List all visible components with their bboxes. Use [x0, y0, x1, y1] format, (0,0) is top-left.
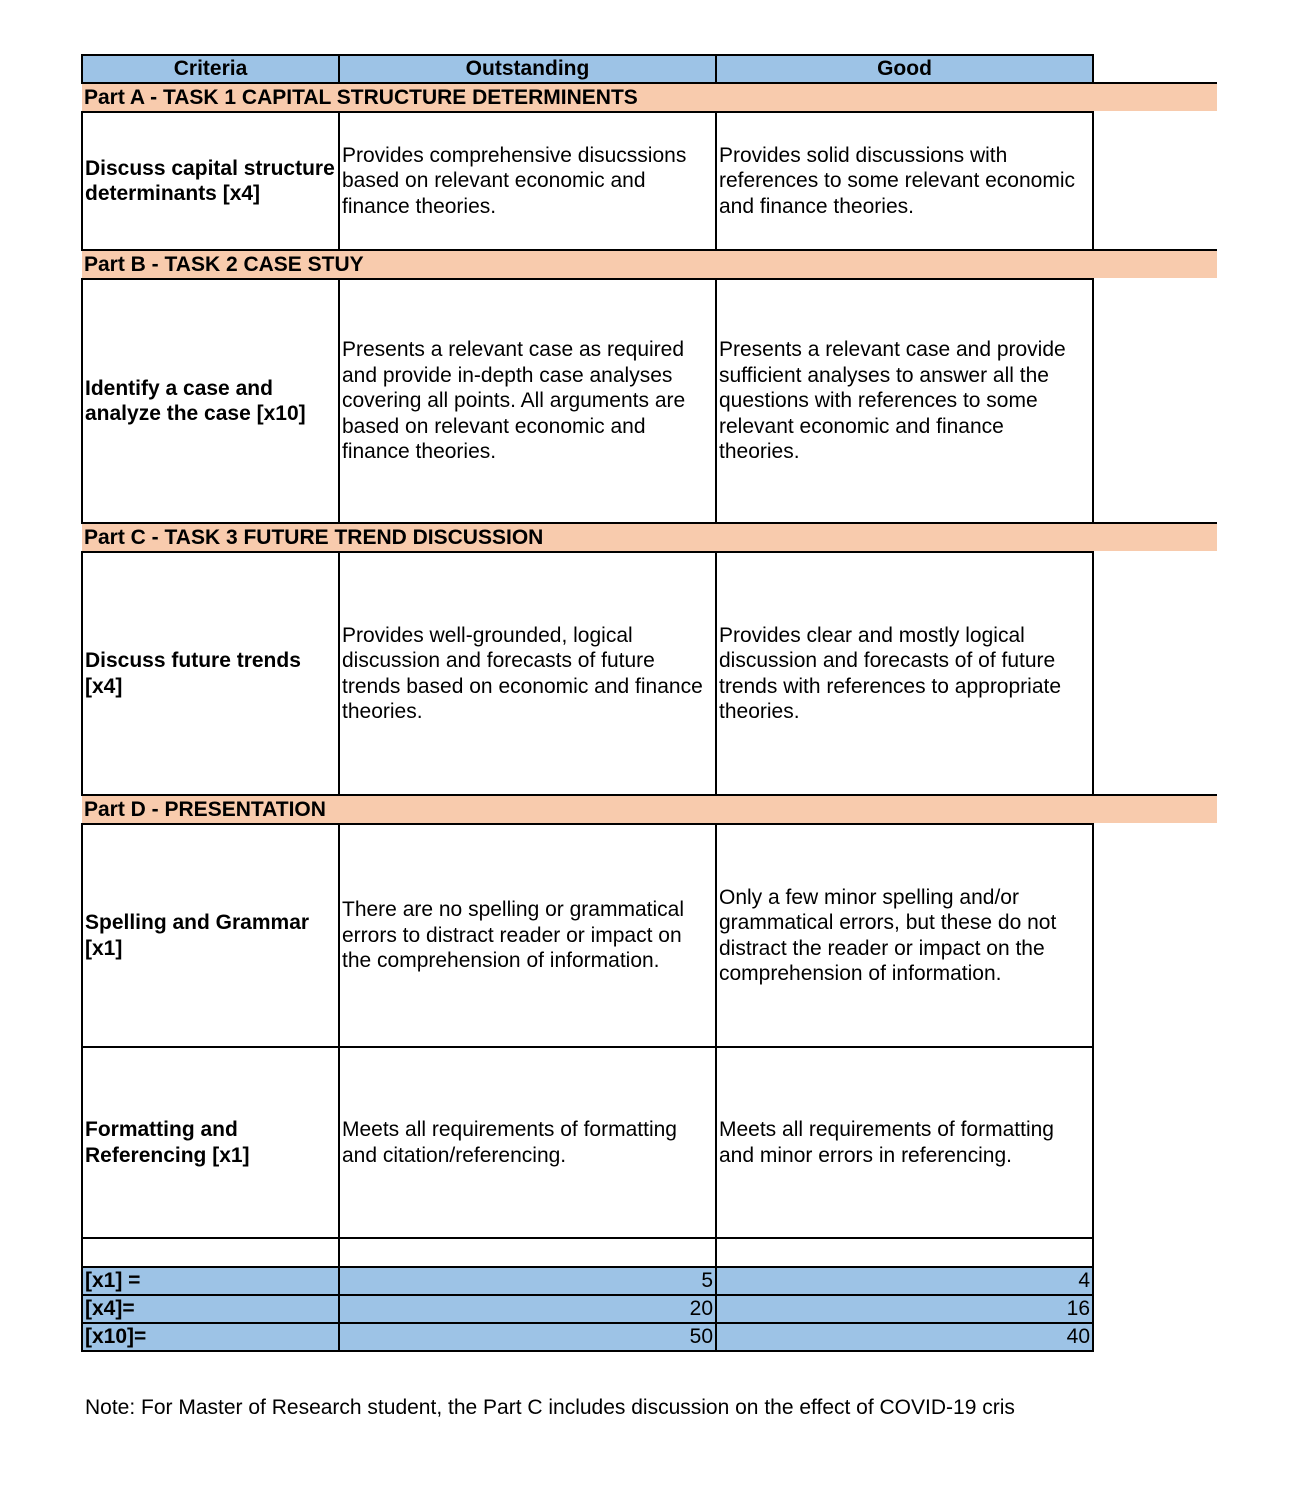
total-row: [82, 1267, 1217, 1295]
outstanding-cell: Provides well-grounded, logical discussion and forecasts of future trends based on economic and finance theories.: [339, 552, 716, 795]
outstanding-cell: Provides comprehensive disucssions based on relevant economic and finance theories.: [339, 112, 716, 250]
footnote: Note: For Master of Research student, the Part C includes discussion on the effect of COVID-19 cris: [85, 1396, 1015, 1419]
outstanding-cell: There are no spelling or grammatical errors to distract reader or impact on the comprehension of information.: [339, 824, 716, 1047]
header-row: [82, 55, 1217, 83]
good-cell: Meets all requirements of formatting and minor errors in referencing.: [716, 1047, 1093, 1238]
criteria-cell: Formatting and Referencing [x1]: [82, 1047, 339, 1238]
criteria-cell: Identify a case and analyze the case [x10]: [82, 279, 339, 523]
header-criteria: Criteria: [82, 55, 339, 83]
criteria-cell: Discuss capital structure determinants [x4]: [82, 112, 339, 250]
header-outstanding: Outstanding: [339, 55, 716, 83]
total-outstanding: 20: [339, 1295, 716, 1323]
good-cell: Provides clear and mostly logical discussion and forecasts of of future trends with references to appropriate theories.: [716, 552, 1093, 795]
section-title-d: Part D - PRESENTATION: [82, 795, 1217, 824]
rubric-table: [81, 54, 1217, 1352]
criteria-row: [82, 112, 1217, 250]
criteria-row: [82, 552, 1217, 795]
header-good: Good: [716, 55, 1093, 83]
section-title-a: Part A - TASK 1 CAPITAL STRUCTURE DETERMINENTS: [82, 83, 1217, 112]
outstanding-cell: Meets all requirements of formatting and citation/referencing.: [339, 1047, 716, 1238]
criteria-cell: Spelling and Grammar [x1]: [82, 824, 339, 1047]
section-row-d: [82, 795, 1217, 824]
total-good: 40: [716, 1323, 1093, 1351]
criteria-row: [82, 824, 1217, 1047]
section-title-b: Part B - TASK 2 CASE STUY: [82, 250, 1217, 279]
blank-row: [82, 1238, 1217, 1267]
good-cell: Presents a relevant case and provide sufficient analyses to answer all the questions with references to some relevant economic and finance theories.: [716, 279, 1093, 523]
section-row-c: [82, 523, 1217, 552]
total-row: [82, 1323, 1217, 1351]
total-outstanding: 5: [339, 1267, 716, 1295]
total-outstanding: 50: [339, 1323, 716, 1351]
section-row-b: [82, 250, 1217, 279]
section-row-a: [82, 83, 1217, 112]
total-label: [x4]=: [82, 1295, 339, 1323]
section-title-c: Part C - TASK 3 FUTURE TREND DISCUSSION: [82, 523, 1217, 552]
good-cell: Only a few minor spelling and/or grammatical errors, but these do not distract the reader or impact on the comprehension of information.: [716, 824, 1093, 1047]
total-good: 4: [716, 1267, 1093, 1295]
criteria-row: [82, 279, 1217, 523]
total-row: [82, 1295, 1217, 1323]
total-label: [x10]=: [82, 1323, 339, 1351]
total-label: [x1] =: [82, 1267, 339, 1295]
total-good: 16: [716, 1295, 1093, 1323]
criteria-cell: Discuss future trends [x4]: [82, 552, 339, 795]
outstanding-cell: Presents a relevant case as required and provide in-depth case analyses covering all points. All arguments are based on relevant economic and finance theories.: [339, 279, 716, 523]
good-cell: Provides solid discussions with references to some relevant economic and finance theories.: [716, 112, 1093, 250]
criteria-row: [82, 1047, 1217, 1238]
rubric-sheet: [81, 54, 1216, 1352]
